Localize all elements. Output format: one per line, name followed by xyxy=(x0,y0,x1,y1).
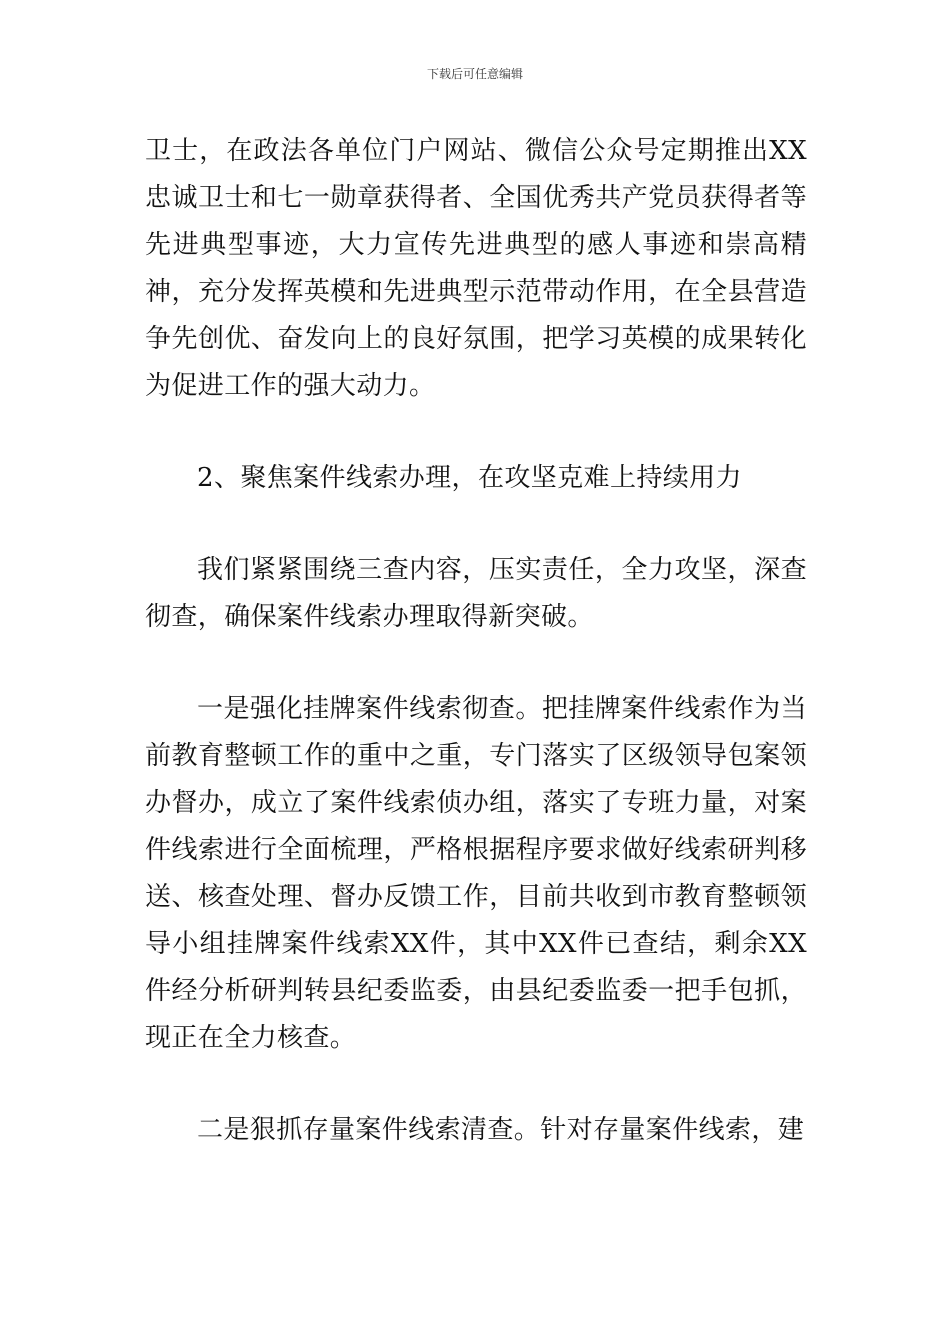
page-header: 下载后可任意编辑 xyxy=(426,67,523,81)
paragraph-intro: 我们紧紧围绕三查内容，压实责任，全力攻坚，深查彻查，确保案件线索办理取得新突破。 xyxy=(145,555,807,632)
paragraph-item-two: 二是狠抓存量案件线索清查。针对存量案件线索，建 xyxy=(197,1115,805,1145)
paragraph-continuation: 卫士，在政法各单位门户网站、微信公众号定期推出XX忠诚卫士和七一勋章获得者、全国优秀共产党员获得者等先进典型事迹，大力宣传先进典型的感人事迹和崇高精神，充分发挥英模和先进典型示范带动作用，在全县营造争先创优、奋发向上的良好氛围，把学习英模的成果转化为促进工作的强大动力。 xyxy=(145,136,807,401)
document-body xyxy=(145,128,807,1154)
section-heading: 2、聚焦案件线索办理，在攻坚克难上持续用力 xyxy=(197,463,742,493)
paragraph-item-one: 一是强化挂牌案件线索彻查。把挂牌案件线索作为当前教育整顿工作的重中之重，专门落实了区级领导包案领办督办，成立了案件线索侦办组，落实了专班力量，对案件线索进行全面梳理，严格根据程序要求做好线索研判移送、核查处理、督办反馈工作，目前共收到市教育整顿领导小组挂牌案件线索XX件，其中XX件已查结，剩余XX件经分析研判转县纪委监委，由县纪委监委一把手包抓，现正在全力核查。 xyxy=(145,694,807,1053)
